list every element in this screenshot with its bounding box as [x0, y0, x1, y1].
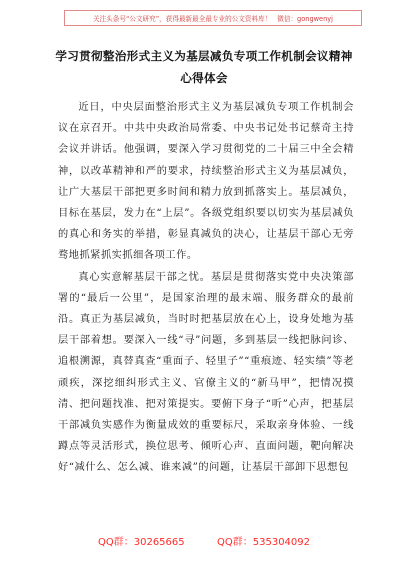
- footer-contact: [0, 533, 408, 548]
- footer-qq-group-1: QQ群：30265665: [97, 537, 185, 548]
- footer-qq-group-2: QQ群：535304092: [217, 537, 311, 548]
- header-banner: [64, 10, 362, 26]
- document-body: [58, 97, 354, 479]
- document-subtitle: 心得体会: [180, 71, 228, 85]
- banner-wechat: 微信：gongwenyj: [277, 15, 333, 23]
- paragraph: 真心实意解基层干部之忧。基层是贯彻落实党中央决策部署的“最后一公里”，是国家治理的最末端、服务群众的最前沿。真正为基层减负，当时时把基层放在心上，设身处地为基层干部着想。要深入一线“寻”问题，多到基层一线把脉问诊、追根溯源，真替真查“重面子、轻里子”“重痕迹、轻实绩”等老顽疾，深挖细纠形式主义、官僚主义的“新马甲”，把情况摸清、把问题找准、把对策提实。要俯下身子“听”心声，把基层干部减负实感作为衡量成效的重要标尺，采取亲身体验、一线蹲点等灵活形式，换位思考、倾听心声、直面问题，靶向解决好“减什么、怎么减、谁来减”的问题，让基层干部卸下思想包: [58, 271, 354, 474]
- paragraph: 近日，中央层面整治形式主义为基层减负专项工作机制会议在京召开。中共中央政治局常委、中央书记处书记蔡奇主持会议并讲话。他强调，要深入学习贯彻党的二十届三中全会精神，以改革精神和严的要求，持续整治形式主义为基层减负，让广大基层干部把更多时间和精力放到抓落实上。基层减负，目标在基层，发力在“上层”。各级党组织要以切实为基层减负的真心和务实的举措，彰显真减负的决心，让基层干部心无旁骛地抓紧抓实抓细各项工作。: [58, 102, 354, 262]
- banner-text: 关注头条号“公文研究”，获得最新最全最专业的公文资料库！: [92, 15, 272, 23]
- document-title: 学习贯彻整治形式主义为基层减负专项工作机制会议精神: [55, 49, 353, 63]
